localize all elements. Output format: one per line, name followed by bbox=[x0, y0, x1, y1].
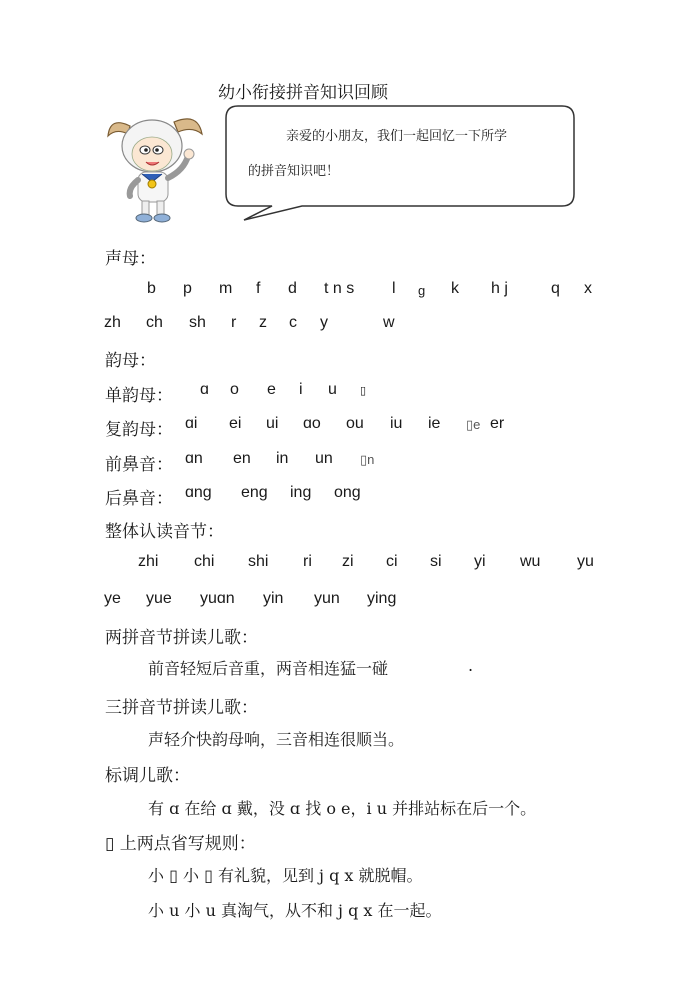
yunmu-item: e bbox=[267, 381, 276, 398]
yunmu-item: ɑn bbox=[185, 450, 203, 467]
shengmu-letter: b bbox=[147, 280, 156, 297]
goat-character-illustration bbox=[102, 108, 212, 233]
yunmu-item: ▯e bbox=[466, 417, 481, 432]
syllable: wu bbox=[520, 553, 541, 570]
page-title: 幼小衔接拼音知识回顾 bbox=[218, 83, 388, 103]
syllable: ci bbox=[386, 553, 398, 570]
yunmu-item: ▯ bbox=[360, 384, 367, 397]
syllable: si bbox=[430, 553, 442, 570]
syllable: yue bbox=[146, 590, 172, 607]
syllable: ying bbox=[367, 590, 397, 607]
syllable: shi bbox=[248, 553, 269, 570]
syllable: ri bbox=[303, 553, 312, 570]
yunmu-item: ei bbox=[229, 415, 242, 432]
syllable: yu bbox=[577, 553, 594, 570]
shengmu-letter: ch bbox=[146, 314, 163, 331]
right-horn-icon bbox=[174, 119, 202, 134]
liangpin-rhyme: 前音轻短后音重，两音相连猛一碰 bbox=[148, 659, 389, 678]
yunmu-item: er bbox=[490, 415, 505, 432]
yunmu-item: ɑo bbox=[303, 415, 321, 432]
shengmu-letter: sh bbox=[189, 314, 206, 331]
shengmu-letter: k bbox=[451, 280, 459, 297]
shengmu-letter: g bbox=[418, 283, 426, 298]
shengmu-letter: h j bbox=[491, 280, 508, 297]
goat-face bbox=[132, 137, 172, 171]
yunmu-item: ɑng bbox=[185, 484, 212, 501]
biaodiao-heading: 标调儿歌： bbox=[105, 766, 190, 786]
shengmu-letter: p bbox=[183, 280, 192, 297]
sanpin-heading: 三拼音节拼读儿歌： bbox=[105, 698, 258, 718]
yunmu-item: iu bbox=[390, 415, 403, 432]
yunmu-item: un bbox=[315, 450, 333, 467]
syllable: yi bbox=[474, 553, 486, 570]
hou-biyin-label: 后鼻音： bbox=[105, 489, 173, 509]
dian-rule-line-2: 小 u 小 u 真淘气，从不和 j q x 在一起。 bbox=[148, 901, 442, 920]
yunmu-item: ie bbox=[428, 415, 441, 432]
yunmu-item: en bbox=[233, 450, 251, 467]
syllable: yun bbox=[314, 590, 340, 607]
shengmu-letter: d bbox=[288, 280, 297, 297]
shengmu-letter: l bbox=[392, 280, 396, 297]
dian-rule-heading: ▯ 上两点省写规则： bbox=[105, 834, 256, 854]
shengmu-letter: zh bbox=[104, 314, 121, 331]
yunmu-item: ou bbox=[346, 415, 364, 432]
liangpin-rhyme-dot: . bbox=[468, 656, 474, 675]
yunmu-item: ong bbox=[334, 484, 361, 501]
zhengti-heading: 整体认读音节： bbox=[105, 522, 224, 542]
shengmu-letter: q bbox=[551, 280, 560, 297]
yunmu-item: in bbox=[276, 450, 289, 467]
shengmu-letter: r bbox=[231, 314, 237, 331]
fu-yunmu-label: 复韵母： bbox=[105, 420, 173, 440]
syllable: yuɑn bbox=[200, 590, 235, 607]
shengmu-letter: t n s bbox=[324, 280, 355, 297]
syllable: chi bbox=[194, 553, 215, 570]
yunmu-item: eng bbox=[241, 484, 268, 501]
syllable: ye bbox=[104, 590, 121, 607]
biaodiao-rhyme: 有 ɑ 在给 ɑ 戴，没 ɑ 找 o e，i u 并排站标在后一个。 bbox=[148, 799, 537, 818]
shengmu-letter: m bbox=[219, 280, 233, 297]
shengmu-letter: w bbox=[383, 314, 395, 331]
syllable: zhi bbox=[138, 553, 159, 570]
bubble-line-2: 的拼音知识吧！ bbox=[248, 164, 340, 179]
qian-biyin-label: 前鼻音： bbox=[105, 455, 173, 475]
shoe-icon bbox=[136, 214, 152, 222]
shengmu-letter: z bbox=[259, 314, 267, 331]
dan-yunmu-label: 单韵母： bbox=[105, 386, 173, 406]
bubble-line-1: 亲爱的小朋友，我们一起回忆一下所学 bbox=[286, 129, 508, 144]
yunmu-item: ui bbox=[266, 415, 279, 432]
yunmu-item: ▯n bbox=[360, 452, 375, 467]
shengmu-letter: c bbox=[289, 314, 297, 331]
yunmu-item: ing bbox=[290, 484, 312, 501]
shoe-icon bbox=[154, 214, 170, 222]
shengmu-heading: 声母： bbox=[105, 249, 156, 269]
yunmu-item: ɑi bbox=[185, 415, 198, 432]
shengmu-letter: f bbox=[256, 280, 261, 297]
syllable: yin bbox=[263, 590, 284, 607]
dian-rule-line-1: 小 ▯ 小 ▯ 有礼貌，见到 j q x 就脱帽。 bbox=[148, 866, 423, 885]
bell-icon bbox=[148, 180, 156, 188]
yunmu-heading: 韵母： bbox=[105, 351, 156, 371]
yunmu-item: i bbox=[299, 381, 303, 398]
yunmu-item: u bbox=[328, 381, 337, 398]
shengmu-letter: y bbox=[320, 314, 328, 331]
yunmu-item: ɑ bbox=[200, 381, 209, 398]
shengmu-letter: x bbox=[584, 280, 592, 297]
syllable: zi bbox=[342, 553, 354, 570]
liangpin-heading: 两拼音节拼读儿歌： bbox=[105, 628, 258, 648]
yunmu-item: o bbox=[230, 381, 239, 398]
sanpin-rhyme: 声轻介快韵母响，三音相连很顺当。 bbox=[148, 730, 405, 749]
